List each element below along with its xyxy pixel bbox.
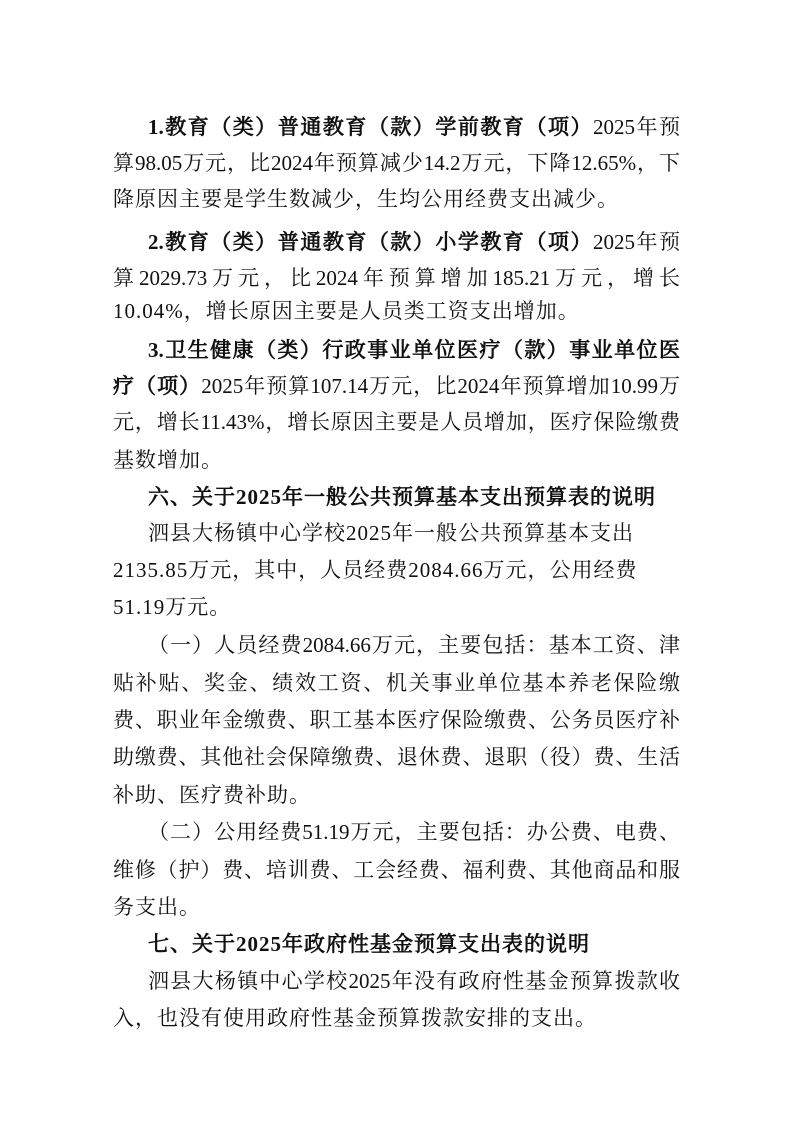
paragraph-3-line-3 [113,407,680,437]
paragraph-5-line-4 [113,742,680,772]
paragraph-7-line-2 [113,1003,680,1033]
text-run: （一）人员经费2084.66万元，主要包括：基本工资、津 [148,633,680,657]
paragraph-3-line-4 [113,445,680,475]
text-run: 泗县大杨镇中心学校2025年一般公共预算基本支出 [148,521,634,545]
paragraph-3-line-1 [148,335,680,365]
paragraph-1-line-2 [113,148,680,178]
section-heading: 七、关于2025年政府性基金预算支出表的说明 [148,932,590,956]
text-run: 2025年预 [592,115,681,139]
text-run: （二）公用经费51.19万元，主要包括：办公费、电费、 [148,820,680,844]
paragraph-1-line-1 [148,112,680,142]
text-run: 补助、医疗费补助。 [113,783,311,807]
text-run: 贴补贴、奖金、绩效工资、机关事业单位基本养老保险缴 [113,671,680,695]
paragraph-2-line-2 [113,263,680,293]
text-run: 算2029.73万元，比2024年预算增加185.21万元，增长 [113,266,680,290]
item-heading: 1.教育（类）普通教育（款）学前教育（项） [148,115,593,139]
item-heading: 2.教育（类）普通教育（款）小学教育（项） [148,230,593,254]
text-run: 2025年预 [592,230,681,254]
item-heading: 疗（项） [113,374,202,398]
text-run: 基数增加。 [113,448,223,472]
paragraph-6-line-3 [113,892,680,922]
text-run: 入，也没有使用政府性基金预算拨款安排的支出。 [113,1006,597,1030]
paragraph-6-line-1 [148,817,680,847]
text-run: 维修（护）费、培训费、工会经费、福利费、其他商品和服 [113,858,680,882]
paragraph-5-line-2 [113,668,680,698]
paragraph-5-line-5 [113,780,680,810]
text-run: 元，增长11.43%，增长原因主要是人员增加，医疗保险缴费 [113,410,680,434]
paragraph-6-line-2 [113,855,680,885]
text-run: 算98.05万元，比2024年预算减少14.2万元，下降12.65%，下 [113,151,680,175]
section-7-heading [148,929,680,959]
text-run: 10.04%，增长原因主要是人员类工资支出增加。 [113,299,580,323]
paragraph-7-line-1 [148,966,680,996]
text-run: 务支出。 [113,895,201,919]
paragraph-5-line-3 [113,705,680,735]
text-run: 2135.85万元，其中，人员经费2084.66万元，公用经费 [113,558,638,582]
text-run: 费、职业年金缴费、职工基本医疗保险缴费、公务员医疗补 [113,708,680,732]
paragraph-2-line-3 [113,296,680,326]
item-heading: 3.卫生健康（类）行政事业单位医疗（款）事业单位医 [148,338,680,362]
text-run: 泗县大杨镇中心学校2025年没有政府性基金预算拨款收 [148,969,680,993]
text-run: 51.19万元。 [113,595,232,619]
paragraph-4-line-3 [113,592,680,622]
text-run: 降原因主要是学生数减少，生均公用经费支出减少。 [113,187,619,211]
paragraph-2-line-1 [148,227,680,257]
section-6-heading [148,482,680,512]
text-run: 2025年预算107.14万元，比2024年预算增加10.99万 [201,374,681,398]
text-run: 助缴费、其他社会保障缴费、退休费、退职（役）费、生活 [113,745,680,769]
paragraph-5-line-1 [148,630,680,660]
section-heading: 六、关于2025年一般公共预算基本支出预算表的说明 [148,485,656,509]
paragraph-4-line-2 [113,555,680,585]
paragraph-4-line-1 [148,518,680,548]
paragraph-3-line-2 [113,371,680,401]
paragraph-1-line-3 [113,184,680,214]
